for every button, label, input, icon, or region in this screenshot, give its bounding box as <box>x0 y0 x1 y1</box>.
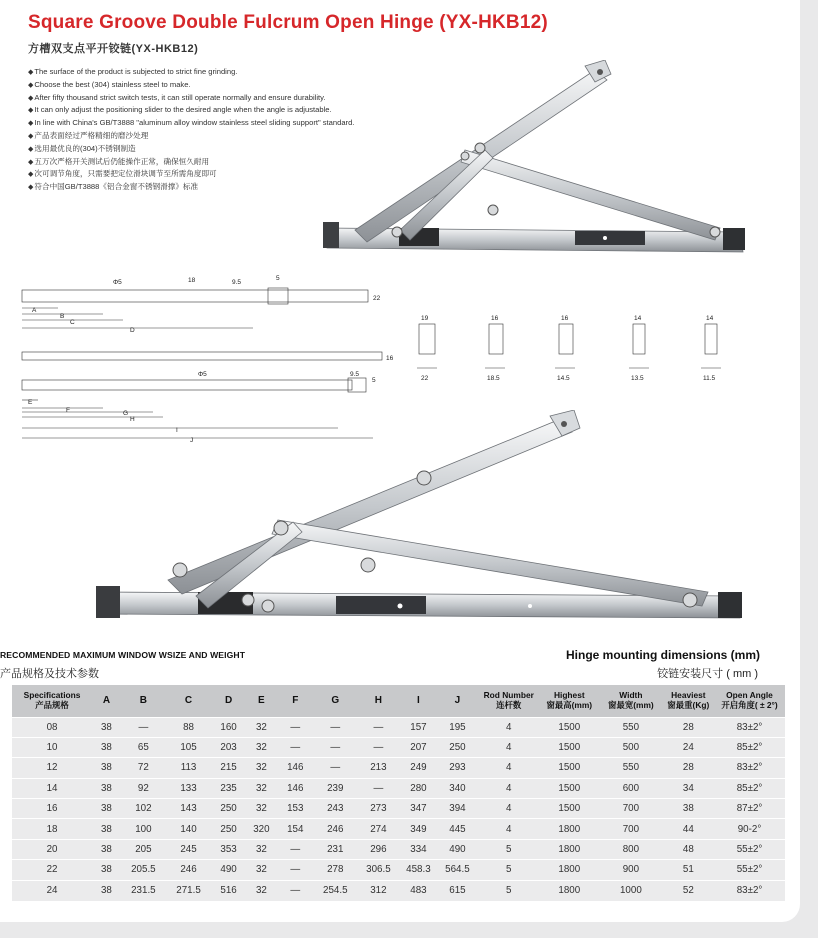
table-cell: 32 <box>246 778 277 798</box>
column-header-en: B <box>139 695 147 706</box>
section-base: 11.5 <box>703 375 716 382</box>
dim-letter: H <box>130 416 135 423</box>
section-base: 18.5 <box>487 375 500 382</box>
table-cell: 516 <box>211 880 246 900</box>
table-cell: 271.5 <box>166 880 211 900</box>
table-cell: 483 <box>400 880 437 900</box>
table-cell: 32 <box>246 737 277 757</box>
table-cell: 160 <box>211 717 246 737</box>
dim-letter: B <box>60 313 65 320</box>
table-cell: 245 <box>166 839 211 859</box>
dim-label: 18 <box>188 277 196 284</box>
column-header-en: D <box>224 695 233 706</box>
table-cell: 52 <box>663 880 714 900</box>
table-cell: — <box>357 778 400 798</box>
table-cell: 5 <box>478 880 540 900</box>
column-header <box>478 685 540 717</box>
table-cell: 157 <box>400 717 437 737</box>
dim-letter: I <box>176 427 178 434</box>
table-cell: 38 <box>92 860 121 880</box>
column-header <box>92 685 121 717</box>
table-cell: 83±2° <box>714 880 785 900</box>
column-header-cn: 窗最宽(mm) <box>608 699 654 710</box>
dim-letter: J <box>190 437 194 444</box>
column-header-en: J <box>454 695 461 706</box>
mount-heading-cn: 铰链安装尺寸 ( mm ) <box>657 668 758 680</box>
table-cell: 274 <box>357 819 400 839</box>
dim-label: Φ5 <box>198 371 207 378</box>
table-cell: 44 <box>663 819 714 839</box>
table-cell: 800 <box>599 839 663 859</box>
table-row <box>12 717 785 737</box>
table-cell: 1500 <box>540 737 600 757</box>
table-cell: 90-2° <box>714 819 785 839</box>
table-cell: 340 <box>437 778 478 798</box>
table-cell: 246 <box>314 819 357 839</box>
table-cell: 205.5 <box>121 860 166 880</box>
table-cell: 254.5 <box>314 880 357 900</box>
column-header-cn: 开启角度( ± 2°) <box>721 699 778 710</box>
table-cell: 38 <box>92 819 121 839</box>
table-cell: 4 <box>478 819 540 839</box>
feature-item: ◆ In line with China's GB/T3888 "aluminum alloy window stainless steel sliding support" standard. <box>28 117 468 130</box>
table-cell: 143 <box>166 799 211 819</box>
table-cell: 32 <box>246 880 277 900</box>
feature-item: ◆ Choose the best (304) stainless steel to make. <box>28 79 468 92</box>
table-row <box>12 839 785 859</box>
table-cell: — <box>277 839 314 859</box>
table-cell: 4 <box>478 737 540 757</box>
table-cell: 615 <box>437 880 478 900</box>
section-width: 16 <box>491 315 499 322</box>
table-cell: 146 <box>277 778 314 798</box>
table-cell: 250 <box>211 799 246 819</box>
column-header <box>246 685 277 717</box>
table-cell: 700 <box>599 819 663 839</box>
table-cell: 10 <box>12 737 92 757</box>
section-width: 14 <box>706 315 714 322</box>
table-cell: 92 <box>121 778 166 798</box>
table-cell: 490 <box>437 839 478 859</box>
table-cell: 231.5 <box>121 880 166 900</box>
table-cell: 195 <box>437 717 478 737</box>
table-cell: 105 <box>166 737 211 757</box>
table-cell: 550 <box>599 717 663 737</box>
column-header-en: Highest <box>553 690 585 701</box>
table-cell: 280 <box>400 778 437 798</box>
table-row <box>12 799 785 819</box>
feature-item: ◆ After fifty thousand strict switch tests, it can still operate normally and ensure durability. <box>28 92 468 105</box>
table-cell: 490 <box>211 860 246 880</box>
section-base: 14.5 <box>557 375 570 382</box>
feature-item: ◆ 五万次严格开关测试后仍能操作正常，确保恒久耐用 <box>28 156 468 169</box>
table-row <box>12 819 785 839</box>
column-header-cn: 连杆数 <box>496 699 522 710</box>
table-cell: 243 <box>314 799 357 819</box>
mount-heading: Hinge mounting dimensions (mm) <box>566 648 760 662</box>
table-cell: 24 <box>12 880 92 900</box>
table-cell: 4 <box>478 758 540 778</box>
table-cell: 140 <box>166 819 211 839</box>
table-cell: 293 <box>437 758 478 778</box>
table-cell: 312 <box>357 880 400 900</box>
section-width: 19 <box>421 315 429 322</box>
table-cell: 239 <box>314 778 357 798</box>
table-cell: 38 <box>663 799 714 819</box>
column-header <box>663 685 714 717</box>
table-cell: 20 <box>12 839 92 859</box>
table-cell: 38 <box>92 880 121 900</box>
table-cell: 1500 <box>540 758 600 778</box>
table-cell: 88 <box>166 717 211 737</box>
section-base: 13.5 <box>631 375 644 382</box>
table-cell: 235 <box>211 778 246 798</box>
table-cell: 458.3 <box>400 860 437 880</box>
spec-table <box>12 685 785 901</box>
feature-item: ◆ 选用最优良的(304)不锈钢制造 <box>28 143 468 156</box>
table-cell: 83±2° <box>714 758 785 778</box>
table-cell: 85±2° <box>714 737 785 757</box>
dim-letter: E <box>28 399 33 406</box>
spec-heading-cn: 产品规格及技术参数 <box>0 668 99 680</box>
table-cell: — <box>121 717 166 737</box>
dim-letter: D <box>130 327 135 334</box>
column-header <box>121 685 166 717</box>
table-cell: 353 <box>211 839 246 859</box>
column-header-cn: 窗最重(Kg) <box>667 699 710 710</box>
dim-label: Φ5 <box>113 279 122 286</box>
table-header-row <box>12 685 785 717</box>
table-row <box>12 758 785 778</box>
table-row <box>12 778 785 798</box>
table-cell: 278 <box>314 860 357 880</box>
table-cell: 246 <box>166 860 211 880</box>
table-cell: 550 <box>599 758 663 778</box>
dim-letter: F <box>66 407 70 414</box>
table-cell: 394 <box>437 799 478 819</box>
table-cell: 102 <box>121 799 166 819</box>
dim-label: 16 <box>386 355 394 362</box>
column-header-en: Heaviest <box>671 690 706 701</box>
dim-label: 9.5 <box>232 279 242 286</box>
table-cell: 32 <box>246 717 277 737</box>
table-cell: 700 <box>599 799 663 819</box>
column-header <box>211 685 246 717</box>
section-drawings <box>405 310 785 390</box>
table-cell: 250 <box>211 819 246 839</box>
table-cell: 1000 <box>599 880 663 900</box>
section-base: 22 <box>421 375 429 382</box>
table-cell: 85±2° <box>714 778 785 798</box>
table-cell: 1500 <box>540 717 600 737</box>
column-header <box>599 685 663 717</box>
table-cell: 5 <box>478 860 540 880</box>
table-cell: 4 <box>478 717 540 737</box>
table-cell: 231 <box>314 839 357 859</box>
column-header-en: Rod Number <box>483 690 534 701</box>
section-width: 16 <box>561 315 569 322</box>
table-cell: 38 <box>92 758 121 778</box>
column-header-en: C <box>184 695 193 706</box>
table-cell: 72 <box>121 758 166 778</box>
column-header <box>400 685 437 717</box>
feature-item: ◆ 符合中国GB/T3888《铝合金窗不锈钢滑撑》标准 <box>28 181 468 194</box>
table-cell: 18 <box>12 819 92 839</box>
table-cell: 334 <box>400 839 437 859</box>
table-cell: 154 <box>277 819 314 839</box>
table-cell: 347 <box>400 799 437 819</box>
column-header <box>166 685 211 717</box>
column-header <box>714 685 785 717</box>
table-cell: 51 <box>663 860 714 880</box>
table-cell: 38 <box>92 737 121 757</box>
column-header <box>12 685 92 717</box>
table-cell: — <box>277 860 314 880</box>
table-row <box>12 880 785 900</box>
dim-letter: A <box>32 307 37 314</box>
table-cell: 306.5 <box>357 860 400 880</box>
column-header-cn: 窗最高(mm) <box>546 699 593 710</box>
table-cell: 296 <box>357 839 400 859</box>
column-header-en: E <box>258 695 265 706</box>
table-cell: 113 <box>166 758 211 778</box>
table-cell: 1800 <box>540 819 600 839</box>
table-cell: 32 <box>246 758 277 778</box>
table-cell: 08 <box>12 717 92 737</box>
table-cell: 153 <box>277 799 314 819</box>
table-cell: 28 <box>663 717 714 737</box>
table-row <box>12 737 785 757</box>
table-cell: 32 <box>246 839 277 859</box>
table-cell: 38 <box>92 717 121 737</box>
dim-label: 5 <box>276 275 280 282</box>
table-cell: 38 <box>92 839 121 859</box>
table-cell: 249 <box>400 758 437 778</box>
dim-letter: C <box>70 319 75 326</box>
table-cell: 87±2° <box>714 799 785 819</box>
table-cell: 320 <box>246 819 277 839</box>
table-cell: 55±2° <box>714 860 785 880</box>
table-cell: — <box>277 737 314 757</box>
table-cell: 250 <box>437 737 478 757</box>
spec-heading: RECOMMENDED MAXIMUM WINDOW WSIZE AND WEIGHT <box>0 650 246 660</box>
column-header-en: I <box>417 695 420 706</box>
table-cell: — <box>357 717 400 737</box>
column-header-en: A <box>102 695 111 706</box>
page-subtitle: 方槽双支点平开铰链(YX-HKB12) <box>28 43 199 55</box>
table-cell: 146 <box>277 758 314 778</box>
table-cell: 65 <box>121 737 166 757</box>
dim-label: 22 <box>373 295 381 302</box>
table-cell: 1800 <box>540 839 600 859</box>
table-cell: 1800 <box>540 860 600 880</box>
table-cell: 205 <box>121 839 166 859</box>
feature-item: ◆ 产品表面经过严格精细的磨沙处理 <box>28 130 468 143</box>
table-cell: 14 <box>12 778 92 798</box>
column-header-en: Width <box>619 690 643 701</box>
dim-label: 5 <box>372 377 376 384</box>
column-header-en: F <box>292 695 299 706</box>
table-cell: 28 <box>663 758 714 778</box>
column-header-en: Open Angle <box>726 690 773 701</box>
table-cell: — <box>314 717 357 737</box>
feature-item: ◆ The surface of the product is subjected to strict fine grinding. <box>28 66 468 79</box>
table-cell: 24 <box>663 737 714 757</box>
table-cell: 4 <box>478 778 540 798</box>
table-cell: 4 <box>478 799 540 819</box>
page-title: Square Groove Double Fulcrum Open Hinge (YX-HKB12) <box>28 12 548 33</box>
table-cell: — <box>314 758 357 778</box>
column-header <box>540 685 600 717</box>
column-header <box>437 685 478 717</box>
table-cell: 16 <box>12 799 92 819</box>
table-cell: 1500 <box>540 799 600 819</box>
feature-item: ◆ 次可调节角度，只需要把定位滑块调节至所需角度即可 <box>28 168 468 181</box>
table-cell: 12 <box>12 758 92 778</box>
hinge-photo-small <box>315 60 755 260</box>
dim-letter: G <box>123 410 129 417</box>
table-cell: 1800 <box>540 880 600 900</box>
table-cell: 83±2° <box>714 717 785 737</box>
column-header-en: G <box>331 695 340 706</box>
table-cell: 5 <box>478 839 540 859</box>
column-header-en: H <box>374 695 383 706</box>
table-cell: 32 <box>246 799 277 819</box>
table-cell: 34 <box>663 778 714 798</box>
table-cell: 213 <box>357 758 400 778</box>
table-body <box>12 717 785 901</box>
column-header <box>277 685 314 717</box>
column-header <box>357 685 400 717</box>
table-cell: — <box>357 737 400 757</box>
table-cell: — <box>314 737 357 757</box>
table-cell: — <box>277 717 314 737</box>
table-cell: 133 <box>166 778 211 798</box>
table-cell: 100 <box>121 819 166 839</box>
column-header-en: Specifications <box>23 690 81 701</box>
table-cell: 38 <box>92 778 121 798</box>
table-cell: 564.5 <box>437 860 478 880</box>
column-header <box>314 685 357 717</box>
table-cell: 32 <box>246 860 277 880</box>
table-cell: 1500 <box>540 778 600 798</box>
table-cell: 900 <box>599 860 663 880</box>
table-cell: 445 <box>437 819 478 839</box>
table-cell: 273 <box>357 799 400 819</box>
table-cell: 55±2° <box>714 839 785 859</box>
table-cell: 22 <box>12 860 92 880</box>
table-row <box>12 860 785 880</box>
table-cell: 215 <box>211 758 246 778</box>
table-cell: 38 <box>92 799 121 819</box>
table-cell: 203 <box>211 737 246 757</box>
table-cell: 48 <box>663 839 714 859</box>
feature-item: ◆ It can only adjust the positioning slider to the desired angle when the angle is adjustable. <box>28 104 468 117</box>
table-cell: 600 <box>599 778 663 798</box>
table-cell: 500 <box>599 737 663 757</box>
section-width: 14 <box>634 315 642 322</box>
table-cell: 207 <box>400 737 437 757</box>
column-header-cn: 产品规格 <box>35 699 69 710</box>
hinge-photo-large <box>88 410 748 628</box>
dim-label: 9.5 <box>350 371 360 378</box>
table-cell: — <box>277 880 314 900</box>
table-cell: 349 <box>400 819 437 839</box>
